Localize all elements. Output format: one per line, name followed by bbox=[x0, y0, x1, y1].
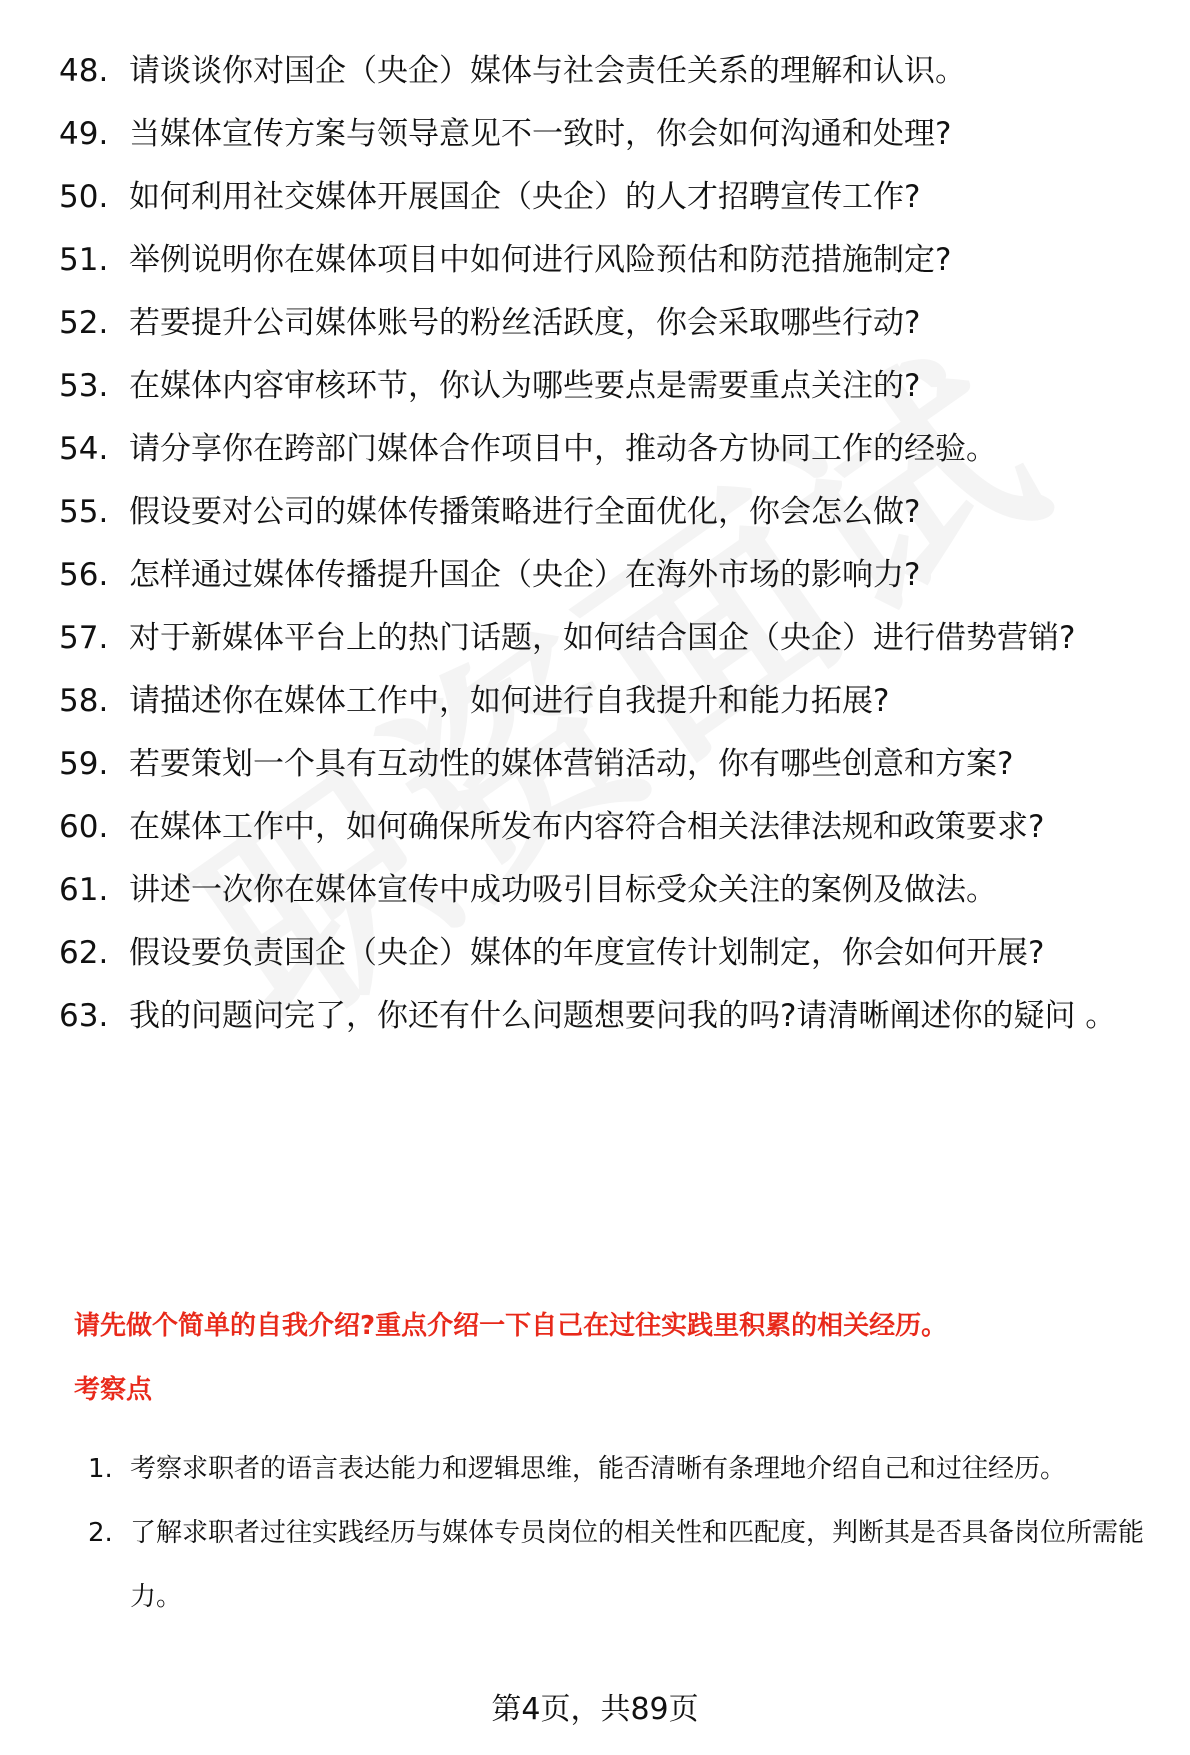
question-text: 假设要对公司的媒体传播策略进行全面优化，你会怎么做? bbox=[129, 494, 921, 530]
list-item bbox=[59, 554, 1149, 597]
point-text: 考察求职者的语言表达能力和逻辑思维，能否清晰有条理地介绍自己和过往经历。 bbox=[130, 1454, 1067, 1484]
page-footer: 第4页，共89页 bbox=[491, 1692, 699, 1727]
list-item bbox=[59, 617, 1149, 660]
list-item bbox=[80, 1501, 1155, 1629]
question-number: 50. bbox=[59, 179, 109, 215]
list-item bbox=[59, 239, 1149, 282]
question-text: 对于新媒体平台上的热门话题，如何结合国企（央企）进行借势营销? bbox=[129, 620, 1076, 656]
question-number: 57. bbox=[59, 620, 109, 656]
question-number: 48. bbox=[59, 53, 109, 89]
list-item bbox=[59, 365, 1149, 408]
point-number: 1. bbox=[88, 1454, 113, 1484]
question-number: 58. bbox=[59, 683, 109, 719]
question-number: 56. bbox=[59, 557, 109, 593]
question-number: 52. bbox=[59, 305, 109, 341]
points-title: 考察点 bbox=[74, 1375, 153, 1405]
list-item bbox=[59, 491, 1149, 534]
question-text: 若要策划一个具有互动性的媒体营销活动，你有哪些创意和方案? bbox=[129, 746, 1014, 782]
list-item bbox=[80, 1437, 1155, 1501]
question-number: 63. bbox=[59, 998, 109, 1034]
question-text: 怎样通过媒体传播提升国企（央企）在海外市场的影响力? bbox=[129, 557, 921, 593]
list-item bbox=[59, 743, 1149, 786]
list-item bbox=[59, 806, 1149, 849]
question-text: 讲述一次你在媒体宣传中成功吸引目标受众关注的案例及做法。 bbox=[129, 872, 997, 908]
question-number: 55. bbox=[59, 494, 109, 530]
question-list bbox=[59, 50, 1149, 1058]
list-item bbox=[59, 932, 1149, 975]
question-text: 我的问题问完了，你还有什么问题想要问我的吗?请清晰阐述你的疑问 。 bbox=[129, 998, 1117, 1034]
question-number: 54. bbox=[59, 431, 109, 467]
question-text: 请谈谈你对国企（央企）媒体与社会责任关系的理解和认识。 bbox=[129, 53, 966, 89]
question-text: 如何利用社交媒体开展国企（央企）的人才招聘宣传工作? bbox=[129, 179, 921, 215]
point-number: 2. bbox=[88, 1518, 113, 1548]
list-item bbox=[59, 995, 1149, 1038]
points-list bbox=[80, 1437, 1155, 1629]
question-number: 49. bbox=[59, 116, 109, 152]
question-number: 61. bbox=[59, 872, 109, 908]
question-number: 53. bbox=[59, 368, 109, 404]
list-item bbox=[59, 428, 1149, 471]
list-item bbox=[59, 302, 1149, 345]
question-text: 当媒体宣传方案与领导意见不一致时，你会如何沟通和处理? bbox=[129, 116, 952, 152]
list-item bbox=[59, 50, 1149, 93]
question-number: 59. bbox=[59, 746, 109, 782]
list-item bbox=[59, 680, 1149, 723]
highlight-question: 请先做个简单的自我介绍?重点介绍一下自己在过往实践里积累的相关经历。 bbox=[74, 1311, 948, 1341]
question-text: 假设要负责国企（央企）媒体的年度宣传计划制定，你会如何开展? bbox=[129, 935, 1045, 971]
question-text: 若要提升公司媒体账号的粉丝活跃度，你会采取哪些行动? bbox=[129, 305, 921, 341]
question-text: 在媒体工作中，如何确保所发布内容符合相关法律法规和政策要求? bbox=[129, 809, 1045, 845]
list-item bbox=[59, 176, 1149, 219]
question-number: 60. bbox=[59, 809, 109, 845]
question-number: 62. bbox=[59, 935, 109, 971]
list-item bbox=[59, 869, 1149, 912]
question-text: 请分享你在跨部门媒体合作项目中，推动各方协同工作的经验。 bbox=[129, 431, 997, 467]
point-text: 了解求职者过往实践经历与媒体专员岗位的相关性和匹配度，判断其是否具备岗位所需能力。 bbox=[130, 1518, 1145, 1612]
question-text: 请描述你在媒体工作中，如何进行自我提升和能力拓展? bbox=[129, 683, 890, 719]
list-item bbox=[59, 113, 1149, 156]
question-text: 举例说明你在媒体项目中如何进行风险预估和防范措施制定? bbox=[129, 242, 952, 278]
question-number: 51. bbox=[59, 242, 109, 278]
question-text: 在媒体内容审核环节，你认为哪些要点是需要重点关注的? bbox=[129, 368, 921, 404]
